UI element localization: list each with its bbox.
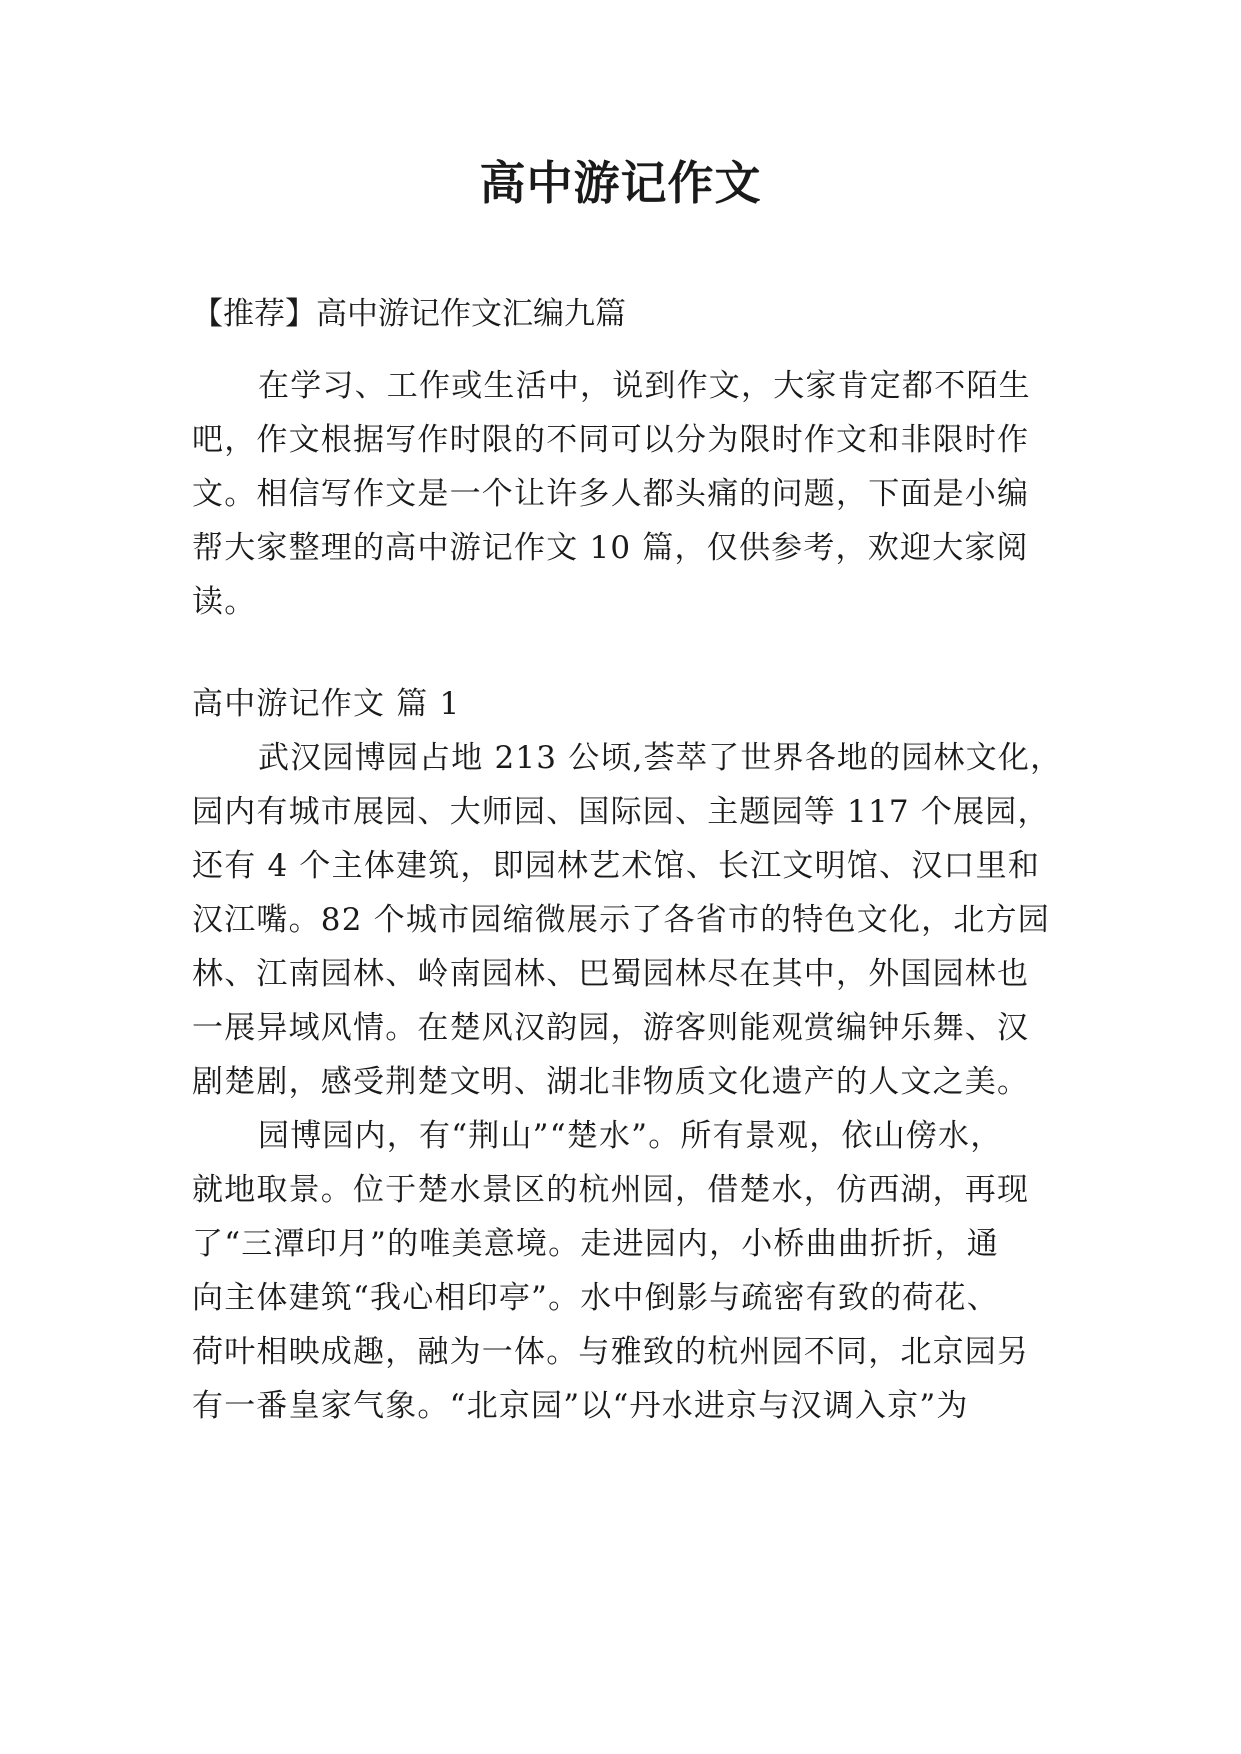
body-line: 向主体建筑“我心相印亭”。水中倒影与疏密有致的荷花、 xyxy=(192,1280,999,1316)
body-line: 武汉园博园占地 213 公顷,荟萃了世界各地的园林文化， xyxy=(258,740,1063,776)
section-heading: 高中游记作文 篇 1 xyxy=(192,686,461,722)
body-line: 有一番皇家气象。“北京园”以“丹水进京与汉调入京”为 xyxy=(192,1388,969,1424)
body-line: 剧楚剧，感受荆楚文明、湖北非物质文化遗产的人文之美。 xyxy=(192,1064,1030,1100)
intro-line: 帮大家整理的高中游记作文 10 篇，仅供参考，欢迎大家阅 xyxy=(192,530,1029,566)
body-line: 荷叶相映成趣，融为一体。与雅致的杭州园不同，北京园另 xyxy=(192,1334,1030,1370)
body-line: 园内有城市展园、大师园、国际园、主题园等 117 个展园， xyxy=(192,794,1050,830)
body-line: 就地取景。位于楚水景区的杭州园，借楚水，仿西湖，再现 xyxy=(192,1172,1030,1208)
body-line: 汉江嘴。82 个城市园缩微展示了各省市的特色文化，北方园 xyxy=(192,902,1050,938)
body-line: 还有 4 个主体建筑，即园林艺术馆、长江文明馆、汉口里和 xyxy=(192,848,1041,884)
intro-line: 吧，作文根据写作时限的不同可以分为限时作文和非限时作 xyxy=(192,422,1030,458)
intro-line: 读。 xyxy=(192,584,257,620)
document-subtitle: 【推荐】高中游记作文汇编九篇 xyxy=(192,296,626,332)
document-title: 高中游记作文 xyxy=(479,156,762,210)
intro-line: 在学习、工作或生活中，说到作文，大家肯定都不陌生 xyxy=(258,368,1031,404)
body-line: 一展异域风情。在楚风汉韵园，游客则能观赏编钟乐舞、汉 xyxy=(192,1010,1030,1046)
body-line: 了“三潭印月”的唯美意境。走进园内，小桥曲曲折折，通 xyxy=(192,1226,999,1262)
body-line: 园博园内，有“荆山”“楚水”。所有景观，依山傍水， xyxy=(258,1118,1003,1154)
intro-line: 文。相信写作文是一个让许多人都头痛的问题，下面是小编 xyxy=(192,476,1030,512)
body-line: 林、江南园林、岭南园林、巴蜀园林尽在其中，外国园林也 xyxy=(192,956,1030,992)
